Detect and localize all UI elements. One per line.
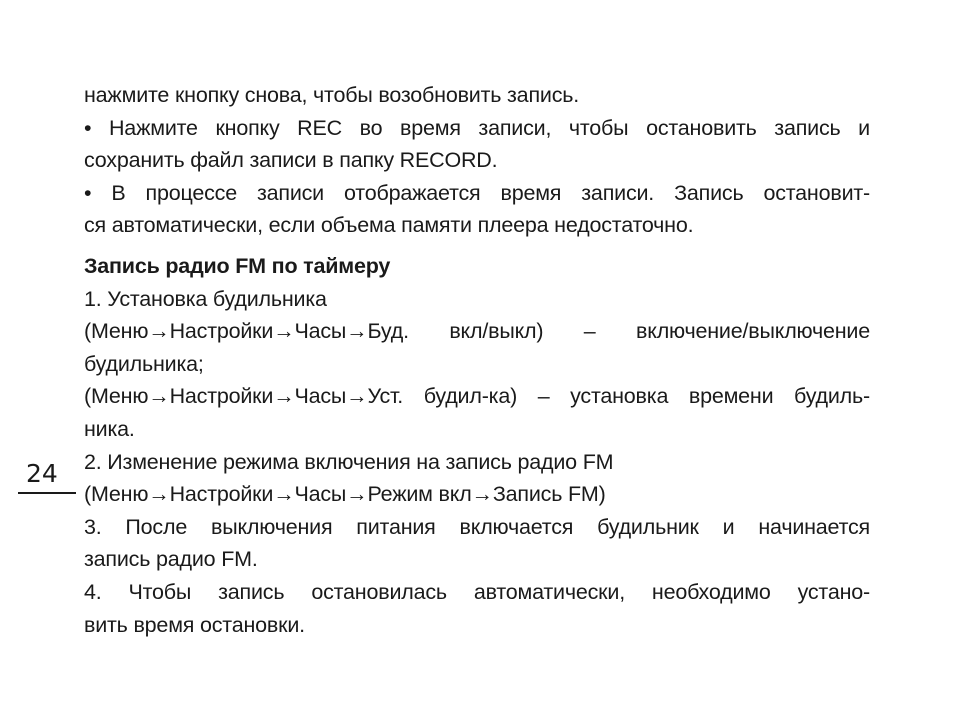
text-line: • Нажмите кнопку REC во время записи, чтобы остановить запись и xyxy=(84,115,870,140)
text-line: 1. Установка будильника xyxy=(84,286,327,311)
page-number: 24 xyxy=(26,459,58,488)
text-line: (Меню→Настройки→Часы→Режим вкл→Запись FM) xyxy=(84,482,606,507)
text-line: сохранить файл записи в папку RECORD. xyxy=(84,148,498,173)
text-line: • В процессе записи отображается время записи. Запись остановит- xyxy=(84,180,870,205)
text-line: ся автоматически, если объема памяти плеера недостаточно. xyxy=(84,213,694,238)
section-heading: Запись радио FM по таймеру xyxy=(84,253,391,278)
text-line: (Меню→Настройки→Часы→Уст. будил-ка) – установка времени будиль- xyxy=(84,384,870,409)
text-line: 2. Изменение режима включения на запись радио FM xyxy=(84,449,614,474)
text-line: 4. Чтобы запись остановилась автоматически, необходимо устано- xyxy=(84,579,870,604)
text-line: запись радио FM. xyxy=(84,547,258,572)
text-line: вить время остановки. xyxy=(84,612,305,637)
text-line: нажмите кнопку снова, чтобы возобновить запись. xyxy=(84,83,580,107)
text-line: будильника; xyxy=(84,351,204,376)
text-line: ника. xyxy=(84,416,135,441)
page-number-rule xyxy=(18,492,76,494)
text-line: (Меню→Настройки→Часы→Буд. вкл/выкл) – включение/выключение xyxy=(84,319,870,344)
body-text xyxy=(84,79,870,641)
text-line: 3. После выключения питания включается будильник и начинается xyxy=(84,514,870,539)
